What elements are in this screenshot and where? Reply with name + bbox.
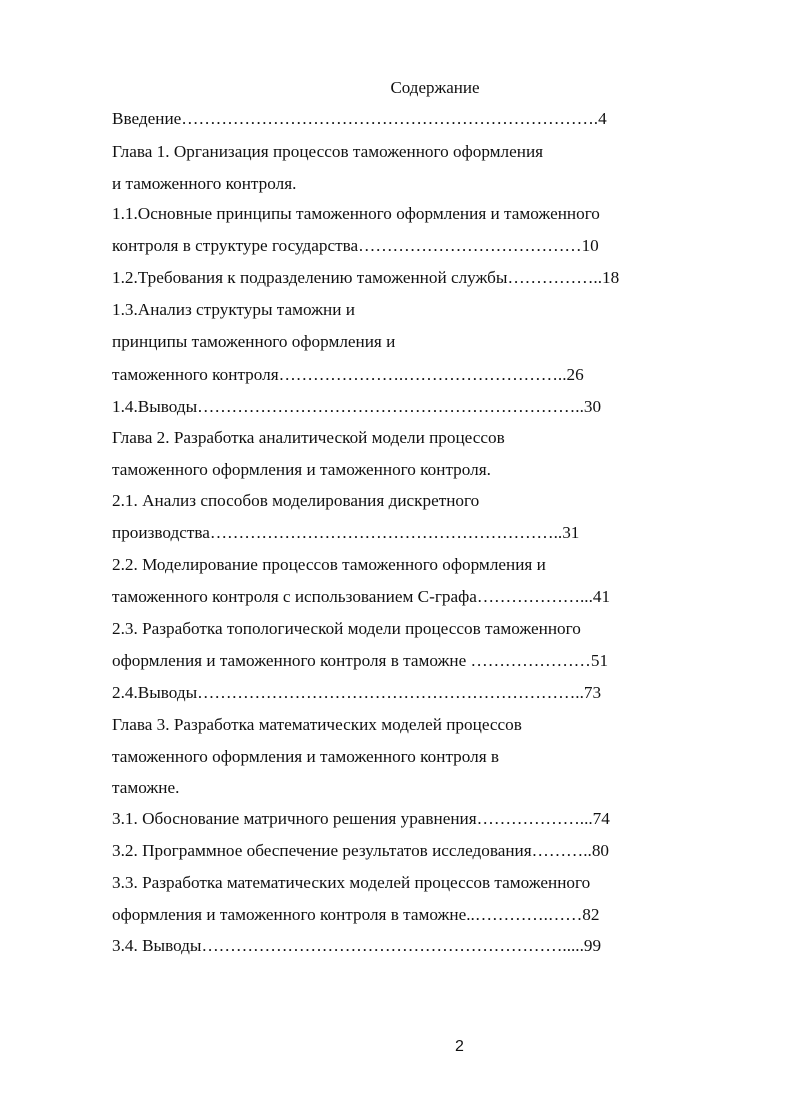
toc-line: 3.4. Выводы……………………………………………………….....99 [112,936,602,955]
toc-line: Глава 3. Разработка математических моделей процессов [112,715,522,734]
toc-line: и таможенного контроля. [112,174,297,193]
toc-line: 2.1. Анализ способов моделирования дискретного [112,491,480,510]
toc-line: 2.3. Разработка топологической модели процессов таможенного [112,619,581,638]
toc-line: 1.3.Анализ структуры таможни и [112,300,355,319]
toc-line: 3.3. Разработка математических моделей процессов таможенного [112,873,591,892]
toc-line: таможенного оформления и таможенного контроля в [112,747,500,766]
toc-line: 1.2.Требования к подразделению таможенной службы……………..18 [112,268,620,287]
toc-line: Глава 1. Организация процессов таможенного оформления [112,142,544,161]
toc-line: 2.2. Моделирование процессов таможенного оформления и [112,555,546,574]
toc-line: 2.4.Выводы…………………………………………………………..73 [112,683,602,702]
toc-line: принципы таможенного оформления и [112,332,396,351]
toc-line: 1.1.Основные принципы таможенного оформления и таможенного [112,204,600,223]
toc-line: Глава 2. Разработка аналитической модели процессов [112,428,505,447]
toc-line: таможенного оформления и таможенного контроля. [112,460,491,479]
page-number: 2 [455,1038,464,1055]
toc-line: 3.1. Обоснование матричного решения уравнения………………...74 [112,809,610,828]
toc-line: Введение……………………………………………………………….4 [112,109,607,128]
toc-line: оформления и таможенного контроля в таможне …………………51 [112,651,609,670]
toc-line: 3.2. Программное обеспечение результатов исследования………..80 [112,841,610,860]
toc-line: контроля в структуре государства…………………………………10 [112,236,599,255]
toc-line: таможне. [112,778,180,797]
toc-line: таможенного контроля………………….………………………..26 [112,365,584,384]
toc-line: производства……………………………………………………..31 [112,523,580,542]
page-title: Содержание [390,78,480,97]
toc-line: 1.4.Выводы…………………………………………………………..30 [112,397,602,416]
toc-line: оформления и таможенного контроля в таможне..………….……82 [112,905,600,924]
toc-line: таможенного контроля с использованием С-графа………………...41 [112,587,611,606]
